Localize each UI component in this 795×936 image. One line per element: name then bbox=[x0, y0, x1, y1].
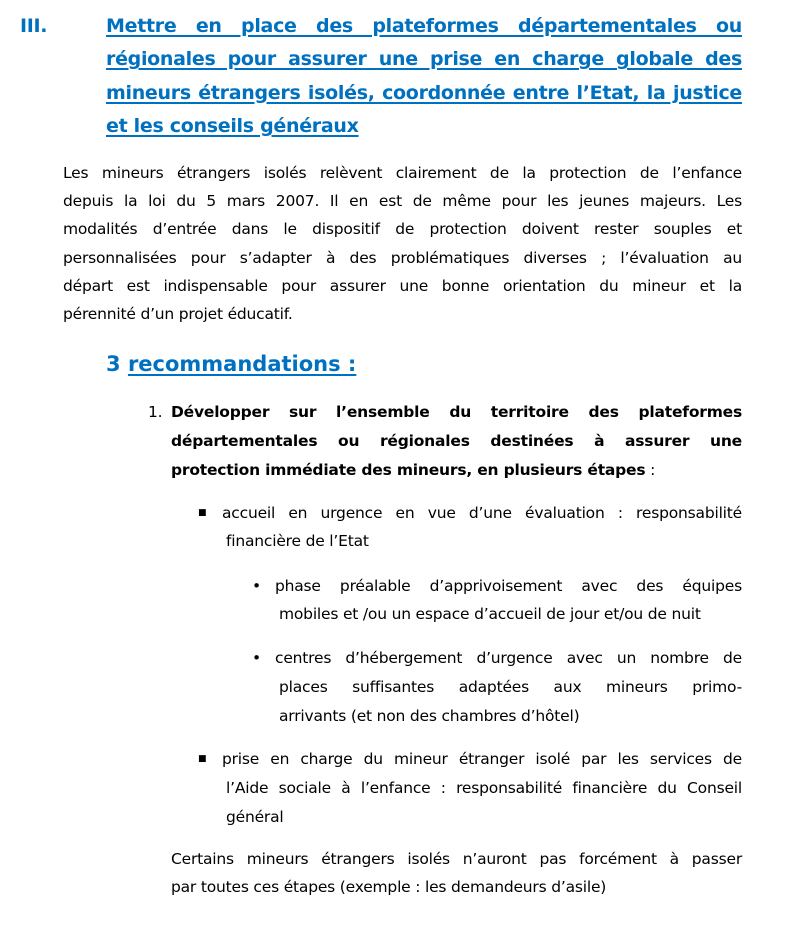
text-line: mineurs étrangers isolés, coordonnée entre l’Etat, la justice bbox=[106, 81, 742, 104]
text-line: mobiles et /ou un espace d’accueil de jour et/ou de nuit bbox=[279, 605, 701, 623]
item-suffix: : bbox=[645, 461, 656, 479]
square-bullet-icon: ■ bbox=[198, 754, 207, 764]
square-bullet-icon: ■ bbox=[198, 508, 207, 518]
text-line: arrivants (et non des chambres d’hôtel) bbox=[279, 707, 580, 725]
dot-bullet-icon: • bbox=[252, 577, 261, 595]
text-line: régionales pour assurer une prise en charge globale des bbox=[106, 48, 742, 71]
text-line: personnalisées pour s’adapter à des problématiques diverses ; l’évaluation au bbox=[63, 248, 742, 267]
text-line: départ est indispensable pour assurer une bonne orientation du mineur et la bbox=[63, 276, 742, 295]
text-line: phase préalable d’apprivoisement avec des équipes bbox=[275, 577, 742, 595]
text-line: protection immédiate des mineurs, en plusieurs étapes : bbox=[171, 461, 656, 479]
text-line: par toutes ces étapes (exemple : les demandeurs d’asile) bbox=[171, 878, 607, 896]
text-line: accueil en urgence en vue d’une évaluation : responsabilité bbox=[222, 504, 742, 522]
dot-bullet-icon: • bbox=[252, 649, 261, 667]
text-line: places suffisantes adaptées aux mineurs primo- bbox=[279, 678, 742, 696]
text-line: depuis la loi du 5 mars 2007. Il en est de même pour les jeunes majeurs. Les bbox=[63, 192, 742, 211]
text-line: l’Aide sociale à l’enfance : responsabilité financière du Conseil bbox=[226, 779, 742, 797]
text-line: départementales ou régionales destinées à assurer une bbox=[171, 432, 742, 450]
heading-number: III. bbox=[20, 15, 48, 37]
text-line: prise en charge du mineur étranger isolé par les services de bbox=[222, 750, 742, 768]
text-line: centres d’hébergement d’urgence avec un nombre de bbox=[275, 649, 742, 667]
text-line: financière de l’Etat bbox=[226, 532, 369, 550]
text-line: modalités d’entrée dans le dispositif de protection doivent rester souples et bbox=[63, 220, 742, 239]
text-line: Les mineurs étrangers isolés relèvent clairement de la protection de l’enfance bbox=[63, 164, 742, 182]
text-line: général bbox=[226, 808, 284, 826]
recommendations-label: recommandations : bbox=[127, 352, 357, 376]
recommendations-title bbox=[106, 351, 356, 377]
text-line: Développer sur l’ensemble du territoire des plateformes bbox=[171, 403, 742, 421]
item-number: 1. bbox=[148, 403, 163, 421]
recommendations-count: 3 bbox=[106, 352, 121, 376]
text-line: Mettre en place des plateformes départementales ou bbox=[106, 15, 742, 37]
text-line: et les conseils généraux bbox=[106, 114, 359, 137]
text-line: pérennité d’un projet éducatif. bbox=[63, 305, 293, 323]
text-line: Certains mineurs étrangers isolés n’auront pas forcément à passer bbox=[171, 850, 742, 868]
